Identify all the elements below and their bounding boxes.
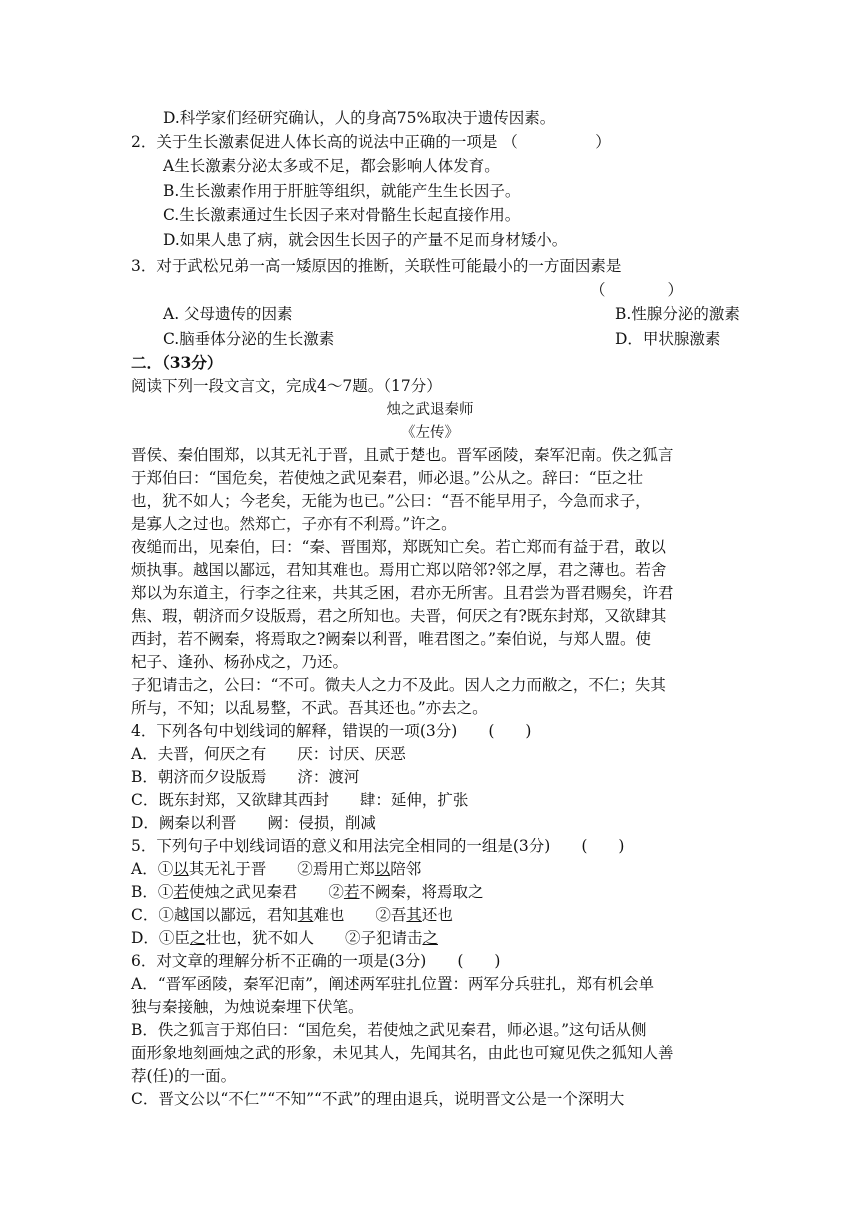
q2-option-c: C.生长激素通过生长因子来对骨骼生长起直接作用。 (163, 206, 521, 224)
q6-option-b-line: B．佚之狐言于郑伯曰：“国危矣，若使烛之武见秦君，师必退。”这句话从侧 (131, 1021, 647, 1039)
text: 难也 ②吾 (313, 906, 407, 924)
section-intro: 阅读下列一段文言文，完成4～7题。（17分） (131, 377, 442, 395)
q5-option-b (131, 881, 483, 903)
underlined-word: 以 (374, 860, 391, 878)
q3-stem: 3．对于武松兄弟一高一矮原因的推断，关联性可能最小的一方面因素是 (131, 257, 622, 275)
passage-line: 子犯请击之，公曰：“不可。微夫人之力不及此。因人之力而敝之，不仁；失其 (131, 676, 666, 694)
text: A．① (131, 860, 174, 878)
underlined-word: 若 (343, 883, 360, 901)
text: D．①臣 (131, 929, 190, 947)
underlined-word: 其 (406, 906, 422, 924)
q6-stem: 6．对文章的理解分析不正确的一项是(3分) ( ) (131, 952, 501, 970)
text: 壮也，犹不如人 ②子犯请击 (205, 929, 423, 947)
q3-options-row1 (163, 303, 740, 325)
q6-option-a-line: 独与秦接触，为烛说秦埋下伏笔。 (131, 998, 364, 1016)
passage-line: 西封，若不阙秦，将焉取之?阙秦以利晋，唯君图之。”秦伯说，与郑人盟。使 (131, 630, 651, 648)
q5-stem: 5．下列句子中划线词语的意义和用法完全相同的一组是(3分) ( ) (131, 837, 625, 855)
text: 不阙秦，将焉取之 (359, 883, 484, 901)
passage-line: 烦执事。越国以鄙远，君知其难也。焉用亡郑以陪邻?邻之厚，君之薄也。若舍 (131, 561, 667, 579)
underlined-word: 若 (173, 883, 189, 901)
passage-line: 是寡人之过也。然郑亡，子亦有不利焉。”许之。 (131, 515, 457, 533)
q1-option-d: D.科学家们经研究确认，人的身高75%取决于遗传因素。 (163, 109, 556, 127)
q6-option-b-line: 荐(任)的一面。 (131, 1067, 237, 1085)
q6-option-b-line: 面形象地刻画烛之武的形象，未见其人，先闻其名，由此也可窥见佚之狐知人善 (131, 1044, 674, 1062)
q4-option-a: A．夫晋，何厌之有 厌：讨厌、厌恶 (131, 745, 406, 763)
q2-option-d: D.如果人患了病，就会因生长因子的产量不足而身材矮小。 (163, 231, 568, 249)
q2-stem: 2．关于生长激素促进人体长高的说法中正确的一项是 （ ） (131, 133, 611, 151)
passage-line: 夜缒而出，见秦伯，曰：“秦、晋围郑，郑既知亡矣。若亡郑而有益于君，敢以 (131, 538, 666, 556)
q6-option-a-line: A．“晋军函陵，秦军汜南”，阐述两军驻扎位置：两军分兵驻扎，郑有机会单 (131, 975, 655, 993)
q4-option-c: C．既东封郑，又欲肆其西封 肆：延伸，扩张 (131, 791, 469, 809)
q4-option-d: D．阙秦以利晋 阙：侵损，削减 (131, 814, 376, 832)
q3-answer-paren: （ ） (590, 281, 684, 299)
text: 还也 (421, 906, 453, 924)
passage-title: 烛之武退秦师 (386, 402, 474, 418)
q3-option-b: B.性腺分泌的激素 (615, 305, 740, 323)
underlined-word: 之 (422, 929, 438, 947)
passage-line: 焦、瑕，朝济而夕设版焉，君之所知也。夫晋，何厌之有?既东封郑，又欲肆其 (131, 607, 667, 625)
underlined-word: 之 (189, 929, 206, 947)
q4-option-b: B．朝济而夕设版焉 济：渡河 (131, 768, 360, 786)
passage-line: 晋侯、秦伯围郑，以其无礼于晋，且贰于楚也。晋军函陵，秦军汜南。佚之狐言 (131, 446, 674, 464)
text: 使烛之武见秦君 ② (188, 883, 344, 901)
passage-line: 郑以为东道主，行李之往来，共其乏困，君亦无所害。且君尝为晋君赐矣，许君 (131, 584, 674, 602)
q6-option-c-line: C．晋文公以“不仁”“不知”“不武”的理由退兵，说明晋文公是一个深明大 (131, 1090, 625, 1108)
q3-option-a: A. 父母遗传的因素 (163, 305, 293, 323)
text: 陪邻 (390, 860, 422, 878)
passage-line: 杞子、逢孙、杨孙戍之，乃还。 (131, 653, 349, 671)
q4-stem: 4．下列各句中划线词的解释，错误的一项(3分) ( ) (131, 722, 532, 740)
passage-line: 也，犹不如人；今老矣，无能为也已。”公曰：“吾不能早用子，今急而求子， (131, 492, 651, 510)
passage-source: 《左传》 (401, 425, 459, 441)
q3-option-d: D．甲状腺激素 (615, 330, 721, 348)
text: C．①越国以鄙远，君知 (131, 906, 298, 924)
q5-option-a (131, 858, 421, 880)
passage-line: 所与，不知；以乱易整，不武。吾其还也。”亦去之。 (131, 699, 488, 717)
q3-options-row2 (163, 328, 721, 350)
underlined-word: 其 (297, 906, 314, 924)
q5-option-c (131, 904, 453, 926)
underlined-word: 以 (173, 860, 189, 878)
q2-option-a: A生长激素分泌太多或不足，都会影响人体发育。 (163, 157, 500, 175)
text: 其无礼于晋 ②焉用亡郑 (188, 860, 375, 878)
text: B．① (131, 883, 174, 901)
q3-option-c: C.脑垂体分泌的生长激素 (163, 330, 335, 348)
section-heading: 二．（33分） (131, 353, 223, 372)
q2-option-b: B.生长激素作用于肝脏等组织，就能产生生长因子。 (163, 182, 521, 200)
passage-line: 于郑伯曰：“国危矣，若使烛之武见秦君，师必退。”公从之。辞曰：“臣之壮 (131, 469, 644, 487)
q5-option-d (131, 927, 438, 949)
